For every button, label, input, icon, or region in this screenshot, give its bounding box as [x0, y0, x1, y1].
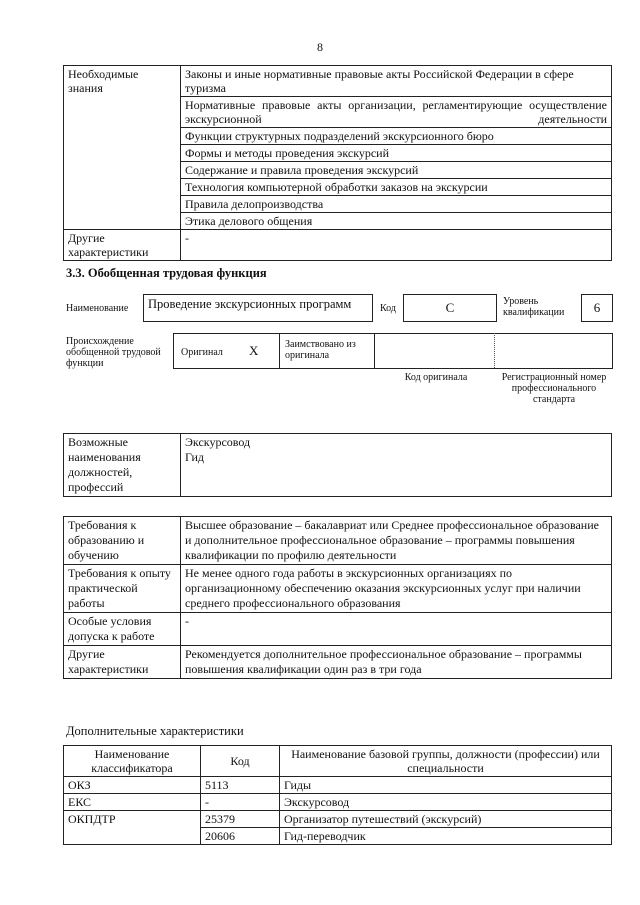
table-cell: ОКПДТР	[64, 811, 201, 845]
table-cell: Гид-переводчик	[280, 828, 612, 845]
positions-label: Возможные наименования должностей, профессий	[64, 434, 181, 497]
table-row	[64, 794, 612, 811]
table-cell: 5113	[201, 777, 280, 794]
table-cell: Организатор путешествий (экскурсий)	[280, 811, 612, 828]
original-mark: X	[249, 343, 259, 358]
table-cell: ЕКС	[64, 794, 201, 811]
knowledge-item: Нормативные правовые акты организации, регламентирующие осуществление экскурсионной деятельности	[181, 97, 612, 128]
header-cell: Код	[201, 746, 280, 777]
requirement-value: Высшее образование – бакалавриат или Среднее профессиональное образование и дополнительное профессиональное образование – программы повышения квалификации по профилю деятельности	[181, 517, 612, 565]
requirement-label: Другие характеристики	[64, 646, 181, 679]
knowledge-item: Этика делового общения	[181, 213, 612, 230]
reg-number-caption: Регистрационный номер профессионального стандарта	[501, 372, 607, 405]
requirement-label: Особые условия допуска к работе	[64, 613, 181, 646]
function-name-box	[143, 294, 373, 322]
requirement-value: -	[181, 613, 612, 646]
table-row	[64, 811, 612, 828]
knowledge-item: Содержание и правила проведения экскурсий	[181, 162, 612, 179]
name-label: Наименование	[66, 303, 129, 314]
divider	[279, 333, 280, 368]
function-code: C	[445, 300, 455, 315]
header-cell: Наименование классификатора	[64, 746, 201, 777]
origin-label: Происхождение обобщенной трудовой функции	[66, 336, 161, 369]
qualification-level: 6	[593, 300, 601, 315]
table-cell: ОКЗ	[64, 777, 201, 794]
function-name: Проведение экскурсионных программ	[148, 297, 352, 311]
divider	[374, 333, 375, 368]
qualification-level-label: Уровень квалификации	[503, 296, 565, 318]
positions-table	[63, 433, 612, 497]
requirement-value: Рекомендуется дополнительное профессиональное образование – программы повышения квалификации один раз в три года	[181, 646, 612, 679]
knowledge-table	[63, 65, 612, 261]
table-cell: Гиды	[280, 777, 612, 794]
table-cell: -	[201, 794, 280, 811]
requirement-value: Не менее одного года работы в экскурсионных организациях по организационному обеспечению оказания экскурсионных услуг при наличии среднего профессионального образования	[181, 565, 612, 613]
other-characteristics-value: -	[181, 230, 612, 261]
requirements-table	[63, 516, 612, 679]
knowledge-item: Технология компьютерной обработки заказов на экскурсии	[181, 179, 612, 196]
header-cell: Наименование базовой группы, должности (профессии) или специальности	[280, 746, 612, 777]
original-label: Оригинал	[181, 347, 223, 358]
knowledge-item: Формы и методы проведения экскурсий	[181, 145, 612, 162]
origin-box	[173, 333, 613, 369]
other-characteristics-label: Другие характеристики	[64, 230, 181, 261]
additional-title: Дополнительные характеристики	[66, 724, 244, 738]
classifier-table	[63, 745, 612, 845]
code-label: Код	[380, 303, 396, 314]
table-cell: Экскурсовод	[280, 794, 612, 811]
borrowed-label: Заимствовано из оригинала	[285, 339, 356, 361]
table-cell: 20606	[201, 828, 280, 845]
divider	[494, 333, 496, 368]
table-cell: 25379	[201, 811, 280, 828]
requirement-label: Требования к образованию и обучению	[64, 517, 181, 565]
function-code-box	[403, 294, 497, 322]
code-original-caption: Код оригинала	[404, 372, 468, 383]
page-number: 8	[317, 40, 323, 54]
table-row	[64, 777, 612, 794]
knowledge-label: Необходимые знания	[64, 66, 181, 230]
qualification-level-box	[581, 294, 613, 322]
section-title: 3.3. Обобщенная трудовая функция	[66, 266, 267, 280]
knowledge-item: Законы и иные нормативные правовые акты Российской Федерации в сфере туризма	[181, 66, 612, 97]
knowledge-item: Функции структурных подразделений экскурсионного бюро	[181, 128, 612, 145]
position-item: Экскурсовод	[185, 435, 251, 449]
position-item: Гид	[185, 450, 205, 464]
requirement-label: Требования к опыту практической работы	[64, 565, 181, 613]
knowledge-item: Правила делопроизводства	[181, 196, 612, 213]
